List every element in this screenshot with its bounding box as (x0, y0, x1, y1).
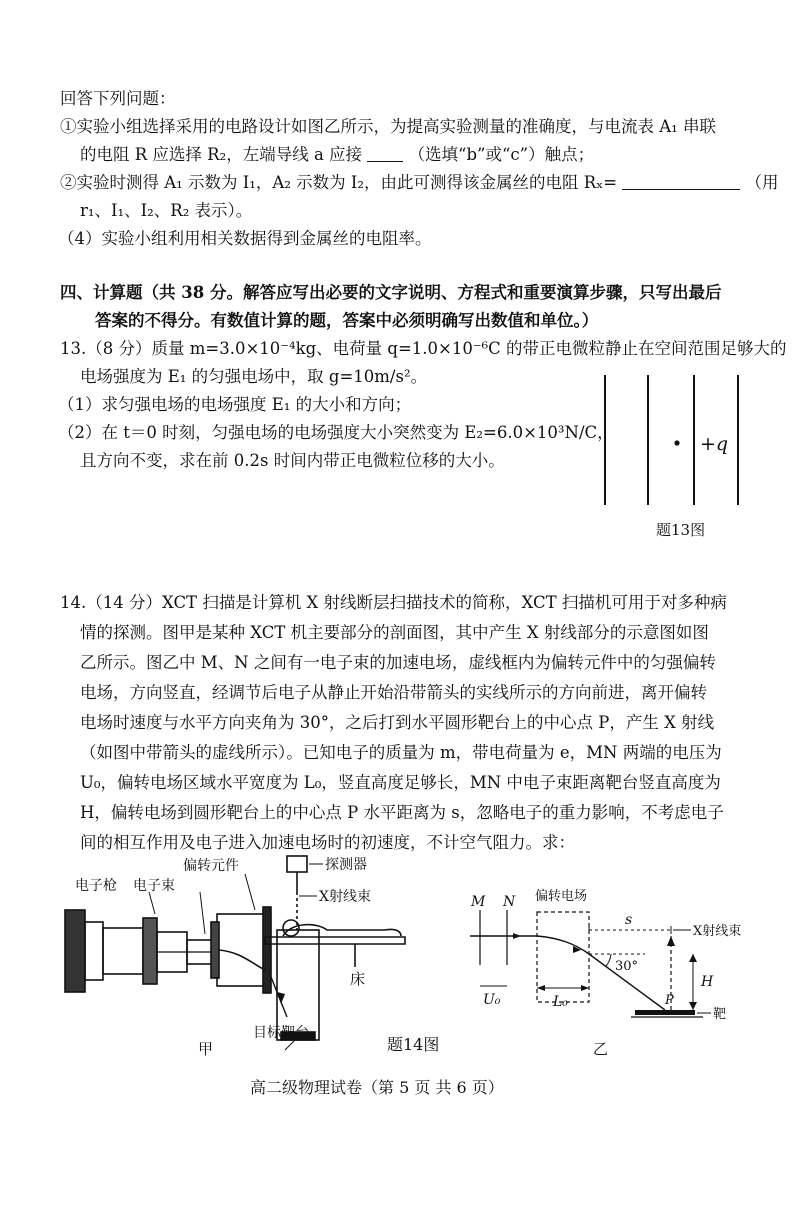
label-target: 靶 (713, 1007, 727, 1022)
incident-beam-arrow (513, 933, 521, 939)
p14-line-4: 电场，方向竖直，经调节后电子从静止开始沿带箭头的实线所示的方向前进，离开偏转 (80, 683, 707, 702)
beam-tube (157, 932, 217, 972)
figure-14-yi (465, 880, 755, 1058)
p14-line-3: 乙所示。图乙中 M、N 之间有一电子束的加速电场，虚线框内为偏转元件中的匀强偏转 (80, 653, 716, 672)
p13-line-1: 13.（8 分）质量 m=3.0×10⁻⁴kg、电荷量 q=1.0×10⁻⁶C 的带正电微粒静止在空间范围足够大的 (60, 339, 787, 358)
figure-14-jia (55, 852, 420, 1057)
detector (287, 856, 307, 930)
label-jia: 甲 (198, 1040, 214, 1057)
page-footer: 高二级物理试卷（第 5 页 共 6 页） (250, 1078, 504, 1097)
gun-block (65, 910, 85, 992)
bed-surface (265, 937, 405, 944)
p14-line-8: H，偏转电场到圆形靶台上的中心点 P 水平距离为 s，忽略电子的重力影响，不考虑电子 (80, 803, 724, 822)
target-platform (635, 1010, 695, 1015)
q4-text: （4）实验小组利用相关数据得到金属丝的电阻率。 (58, 229, 432, 248)
label-L0: L₀ (553, 994, 568, 1010)
patient-bed (265, 920, 405, 967)
p14-line-9: 间的相互作用及电子进入加速电场时的初速度，不计空气阻力。求： (80, 833, 575, 852)
answer-blank-1[interactable] (367, 145, 403, 163)
label-target: 目标靶台 (253, 1025, 309, 1041)
label-angle: 30° (615, 959, 639, 974)
label-P: P (665, 993, 674, 1008)
label-detector: 探测器 (325, 857, 367, 873)
deflector-leader (245, 874, 255, 910)
p14-line-6: （如图中带箭头的虚线所示）。已知电子的质量为 m，带电荷量为 e，MN 两端的电压为 (80, 743, 722, 762)
label-electron-gun: 电子枪 (75, 878, 117, 894)
p13-sub-2b: 且方向不变，求在前 0.2s 时间内带正电微粒位移的大小。 (80, 451, 505, 470)
label-deflector: 偏转元件 (183, 858, 239, 874)
H-arrow-down (689, 1002, 697, 1010)
q1-line-2 (80, 144, 594, 165)
gun-flange (143, 918, 157, 984)
beam-arrow (277, 992, 285, 1004)
H-arrow-up (689, 954, 697, 962)
p14-line-5: 电场时速度与水平方向夹角为 30°，之后打到水平圆形靶台上的中心点 P，产生 X 射线 (80, 713, 715, 732)
label-field: 偏转电场 (535, 889, 588, 904)
section-4-heading-1: 四、计算题（共 38 分。解答应写出必要的文字说明、方程式和重要演算步骤，只写出最后 (60, 283, 722, 302)
chamber-body (277, 930, 319, 1040)
deflected-beam (537, 936, 589, 954)
p13-sub-1: （1）求匀强电场的电场强度 E₁ 的大小和方向； (58, 395, 412, 414)
L0-arrow-right (581, 985, 589, 991)
target-chamber (277, 930, 319, 1040)
gun-stage-1 (85, 922, 103, 980)
q2-line-1a: ②实验时测得 A₁ 示数为 I₁，A₂ 示数为 I₂，由此可测得该金属丝的电阻 Rₓ= (60, 173, 618, 192)
intro-text: 回答下列问题： (60, 89, 176, 108)
deflector-ring (263, 907, 271, 993)
label-xray: X射线束 (693, 924, 742, 939)
p14-line-2: 情的探测。图甲是某种 XCT 机主要部分的剖面图，其中产生 X 射线部分的示意图如图 (80, 623, 709, 642)
label-s: s (625, 912, 633, 928)
deflected-path (219, 950, 265, 970)
p14-line-7: U₀，偏转电场区域水平宽度为 L₀，竖直高度足够长，MN 中电子束距离靶台竖直高度为 (80, 773, 721, 792)
deflector-unit (211, 907, 271, 993)
q2-line-1 (60, 172, 779, 193)
label-M: M (471, 894, 486, 910)
q1-line-2b: （选填“b”或“c”）触点； (408, 145, 595, 164)
p13-line-2: 电场强度为 E₁ 的匀强电场中，取 g=10m/s²。 (80, 367, 428, 386)
angle-arc (606, 954, 611, 966)
deflector-coil (211, 922, 219, 978)
label-H: H (701, 974, 714, 990)
label-electron-beam: 电子束 (133, 878, 175, 894)
section-4-heading-2: 答案的不得分。有数值计算的题，答案中必须明确写出数值和单位。） (95, 311, 599, 330)
label-N: N (503, 894, 516, 910)
figure-13 (590, 370, 750, 545)
figure-13-caption: 题13图 (656, 521, 706, 539)
q1-line-2a: 的电阻 R 应选择 R₂，左端导线 a 应接 (80, 145, 363, 164)
q2-line-1b: （用 (745, 173, 779, 192)
gun-leader (149, 892, 155, 914)
label-U0: U₀ (483, 992, 501, 1008)
detector-box (287, 856, 307, 872)
label-yi: 乙 (593, 1040, 609, 1058)
q2-line-2: r₁、I₁、I₂、R₂ 表示）。 (80, 201, 253, 220)
charged-particle-dot (674, 440, 679, 445)
L0-arrow-left (537, 985, 545, 991)
p13-sub-2a: （2）在 t＝0 时刻，匀强电场的电场强度大小突然变为 E₂=6.0×10³N/C， (58, 423, 614, 442)
xray-arrow (667, 936, 675, 946)
beam-leader (200, 892, 205, 934)
label-xray-beam: X射线束 (319, 889, 371, 905)
answer-blank-2[interactable] (622, 173, 740, 191)
charge-label: +q (700, 433, 729, 455)
target-leader (285, 1040, 295, 1050)
gun-stage-2 (103, 928, 143, 974)
p14-line-1: 14.（14 分）XCT 扫描是计算机 X 射线断层扫描技术的简称，XCT 扫描机可用于对多种病 (60, 593, 727, 612)
q1-line-1: ①实验小组选择采用的电路设计如图乙所示，为提高实验测量的准确度，与电流表 A₁ 串联 (60, 117, 717, 136)
label-bed: 床 (350, 970, 366, 988)
electron-gun (65, 910, 157, 992)
figure-14-caption: 题14图 (387, 1035, 440, 1054)
